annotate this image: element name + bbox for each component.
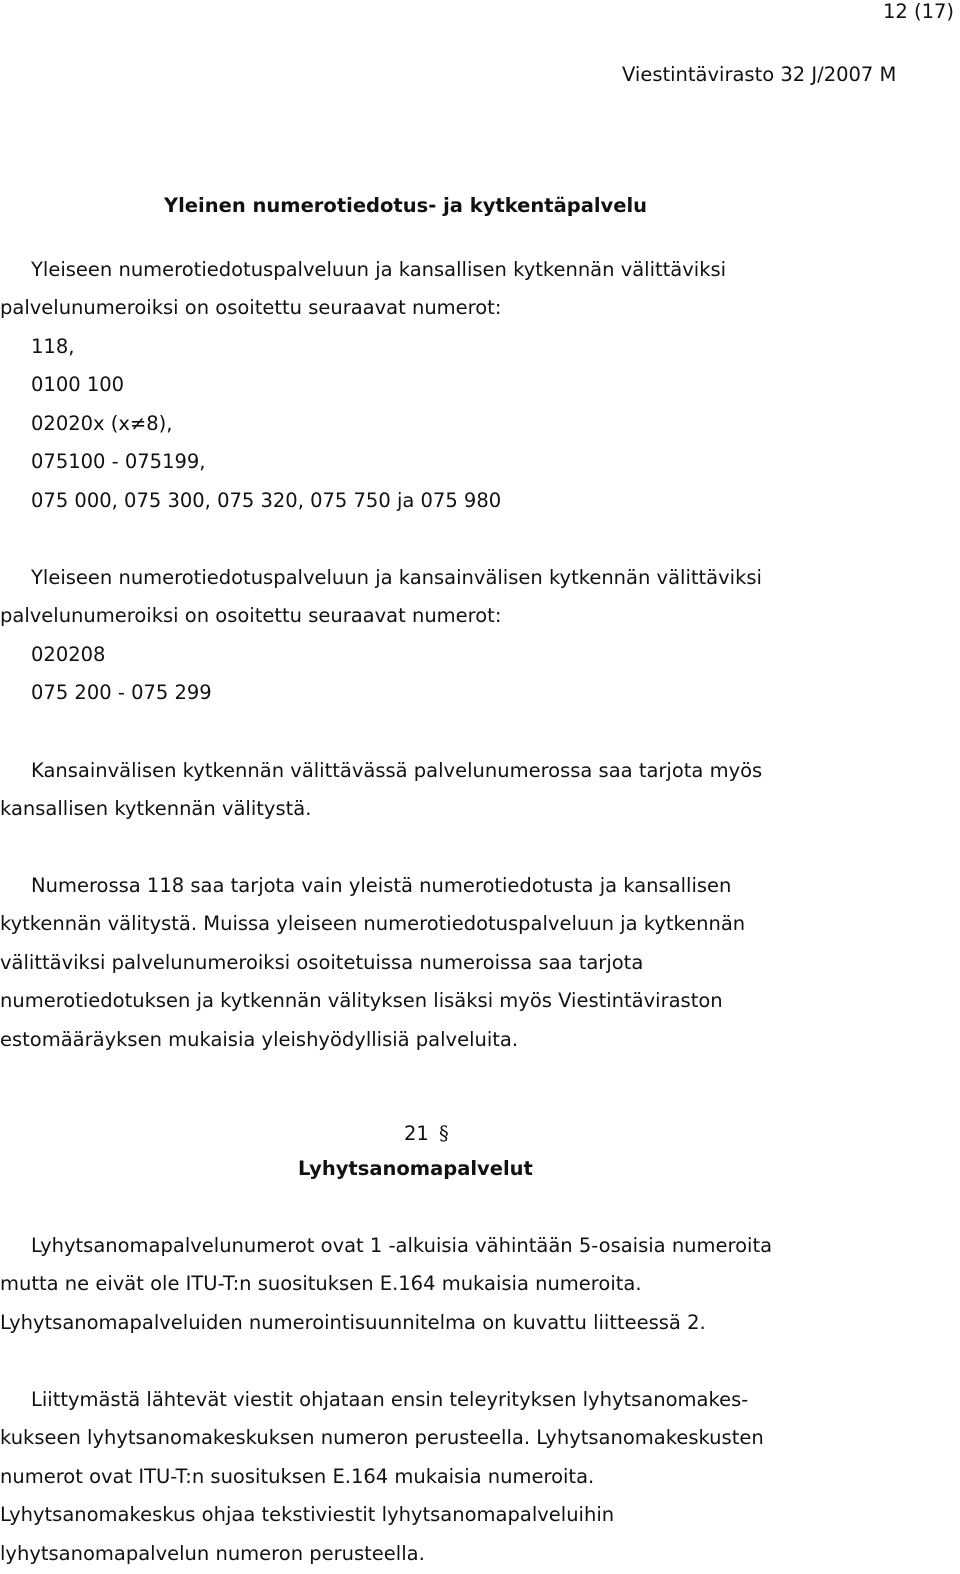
text-line: Lyhytsanomakeskus ohjaa tekstiviestit lyhytsanomapalveluihin (0, 1503, 615, 1527)
text-line: numerotiedotuksen ja kytkennän välityksen lisäksi myös Viestintäviraston (0, 989, 723, 1013)
section-number (404, 1121, 449, 1147)
text-line: Kansainvälisen kytkennän välittävässä palvelunumerossa saa tarjota myös (31, 759, 763, 782)
paragraph-sms-numbers (0, 1227, 772, 1342)
text-line: Yleiseen numerotiedotuspalveluun ja kansallisen kytkennän välittäviksi (31, 258, 727, 281)
paragraph-sms-routing (0, 1381, 764, 1573)
text-line: mutta ne eivät ole ITU-T:n suosituksen E.164 mukaisia numeroita. (0, 1272, 642, 1296)
text-line: Lyhytsanomapalveluiden numerointisuunnitelma on kuvattu liitteessä 2. (0, 1310, 706, 1334)
paragraph-national (0, 251, 726, 328)
list-item: 075100 - 075199, (31, 450, 206, 474)
paragraph-offer (0, 752, 762, 829)
document-reference: Viestintävirasto 32 J/2007 M (622, 63, 897, 86)
text-line: numerot ovat ITU-T:n suosituksen E.164 mukaisia numeroita. (0, 1464, 595, 1488)
paragraph-international (0, 559, 762, 636)
list-item: 118, (31, 335, 75, 358)
text-line: Numerossa 118 saa tarjota vain yleistä numerotiedotusta ja kansallisen (31, 874, 732, 897)
text-line: palvelunumeroiksi on osoitettu seuraavat numerot: (0, 604, 502, 628)
list-item: 0100 100 (31, 373, 125, 397)
section-heading: Yleinen numerotiedotus- ja kytkentäpalvelu (164, 194, 648, 217)
list-item: 075 200 - 075 299 (31, 681, 212, 705)
text-line: välittäviksi palvelunumeroiksi osoitetuissa numeroissa saa tarjota (0, 950, 644, 974)
list-item: 020208 (31, 643, 106, 666)
text-line: Yleiseen numerotiedotuspalveluun ja kansainvälisen kytkennän välittäviksi (31, 566, 762, 589)
text-line: estomääräyksen mukaisia yleishyödyllisiä palveluita. (0, 1027, 519, 1051)
text-line: kansallisen kytkennän välitystä. (0, 797, 312, 821)
section-sign: § (439, 1122, 449, 1145)
section-title: Lyhytsanomapalvelut (298, 1157, 533, 1180)
list-item: 075 000, 075 300, 075 320, 075 750 ja 075 980 (31, 488, 502, 512)
text-line: palvelunumeroiksi on osoitettu seuraavat numerot: (0, 296, 502, 320)
text-line: kukseen lyhytsanomakeskuksen numeron perusteella. Lyhytsanomakeskusten (0, 1426, 764, 1450)
text-line: Lyhytsanomapalvelunumerot ovat 1 -alkuisia vähintään 5-osaisia numeroita (31, 1234, 773, 1257)
text-line: kytkennän välitystä. Muissa yleiseen numerotiedotuspalveluun ja kytkennän (0, 912, 746, 936)
section-number-value: 21 (404, 1122, 429, 1145)
page-number: 12 (17) (882, 0, 954, 23)
text-line: lyhytsanomapalvelun numeron perusteella. (0, 1541, 425, 1565)
paragraph-118 (0, 867, 745, 1059)
list-item: 02020x (x≠8), (31, 411, 173, 435)
international-number-list (31, 636, 212, 713)
national-number-list (31, 328, 501, 520)
text-line: Liittymästä lähtevät viestit ohjataan ensin teleyrityksen lyhytsanomakes- (31, 1388, 749, 1411)
